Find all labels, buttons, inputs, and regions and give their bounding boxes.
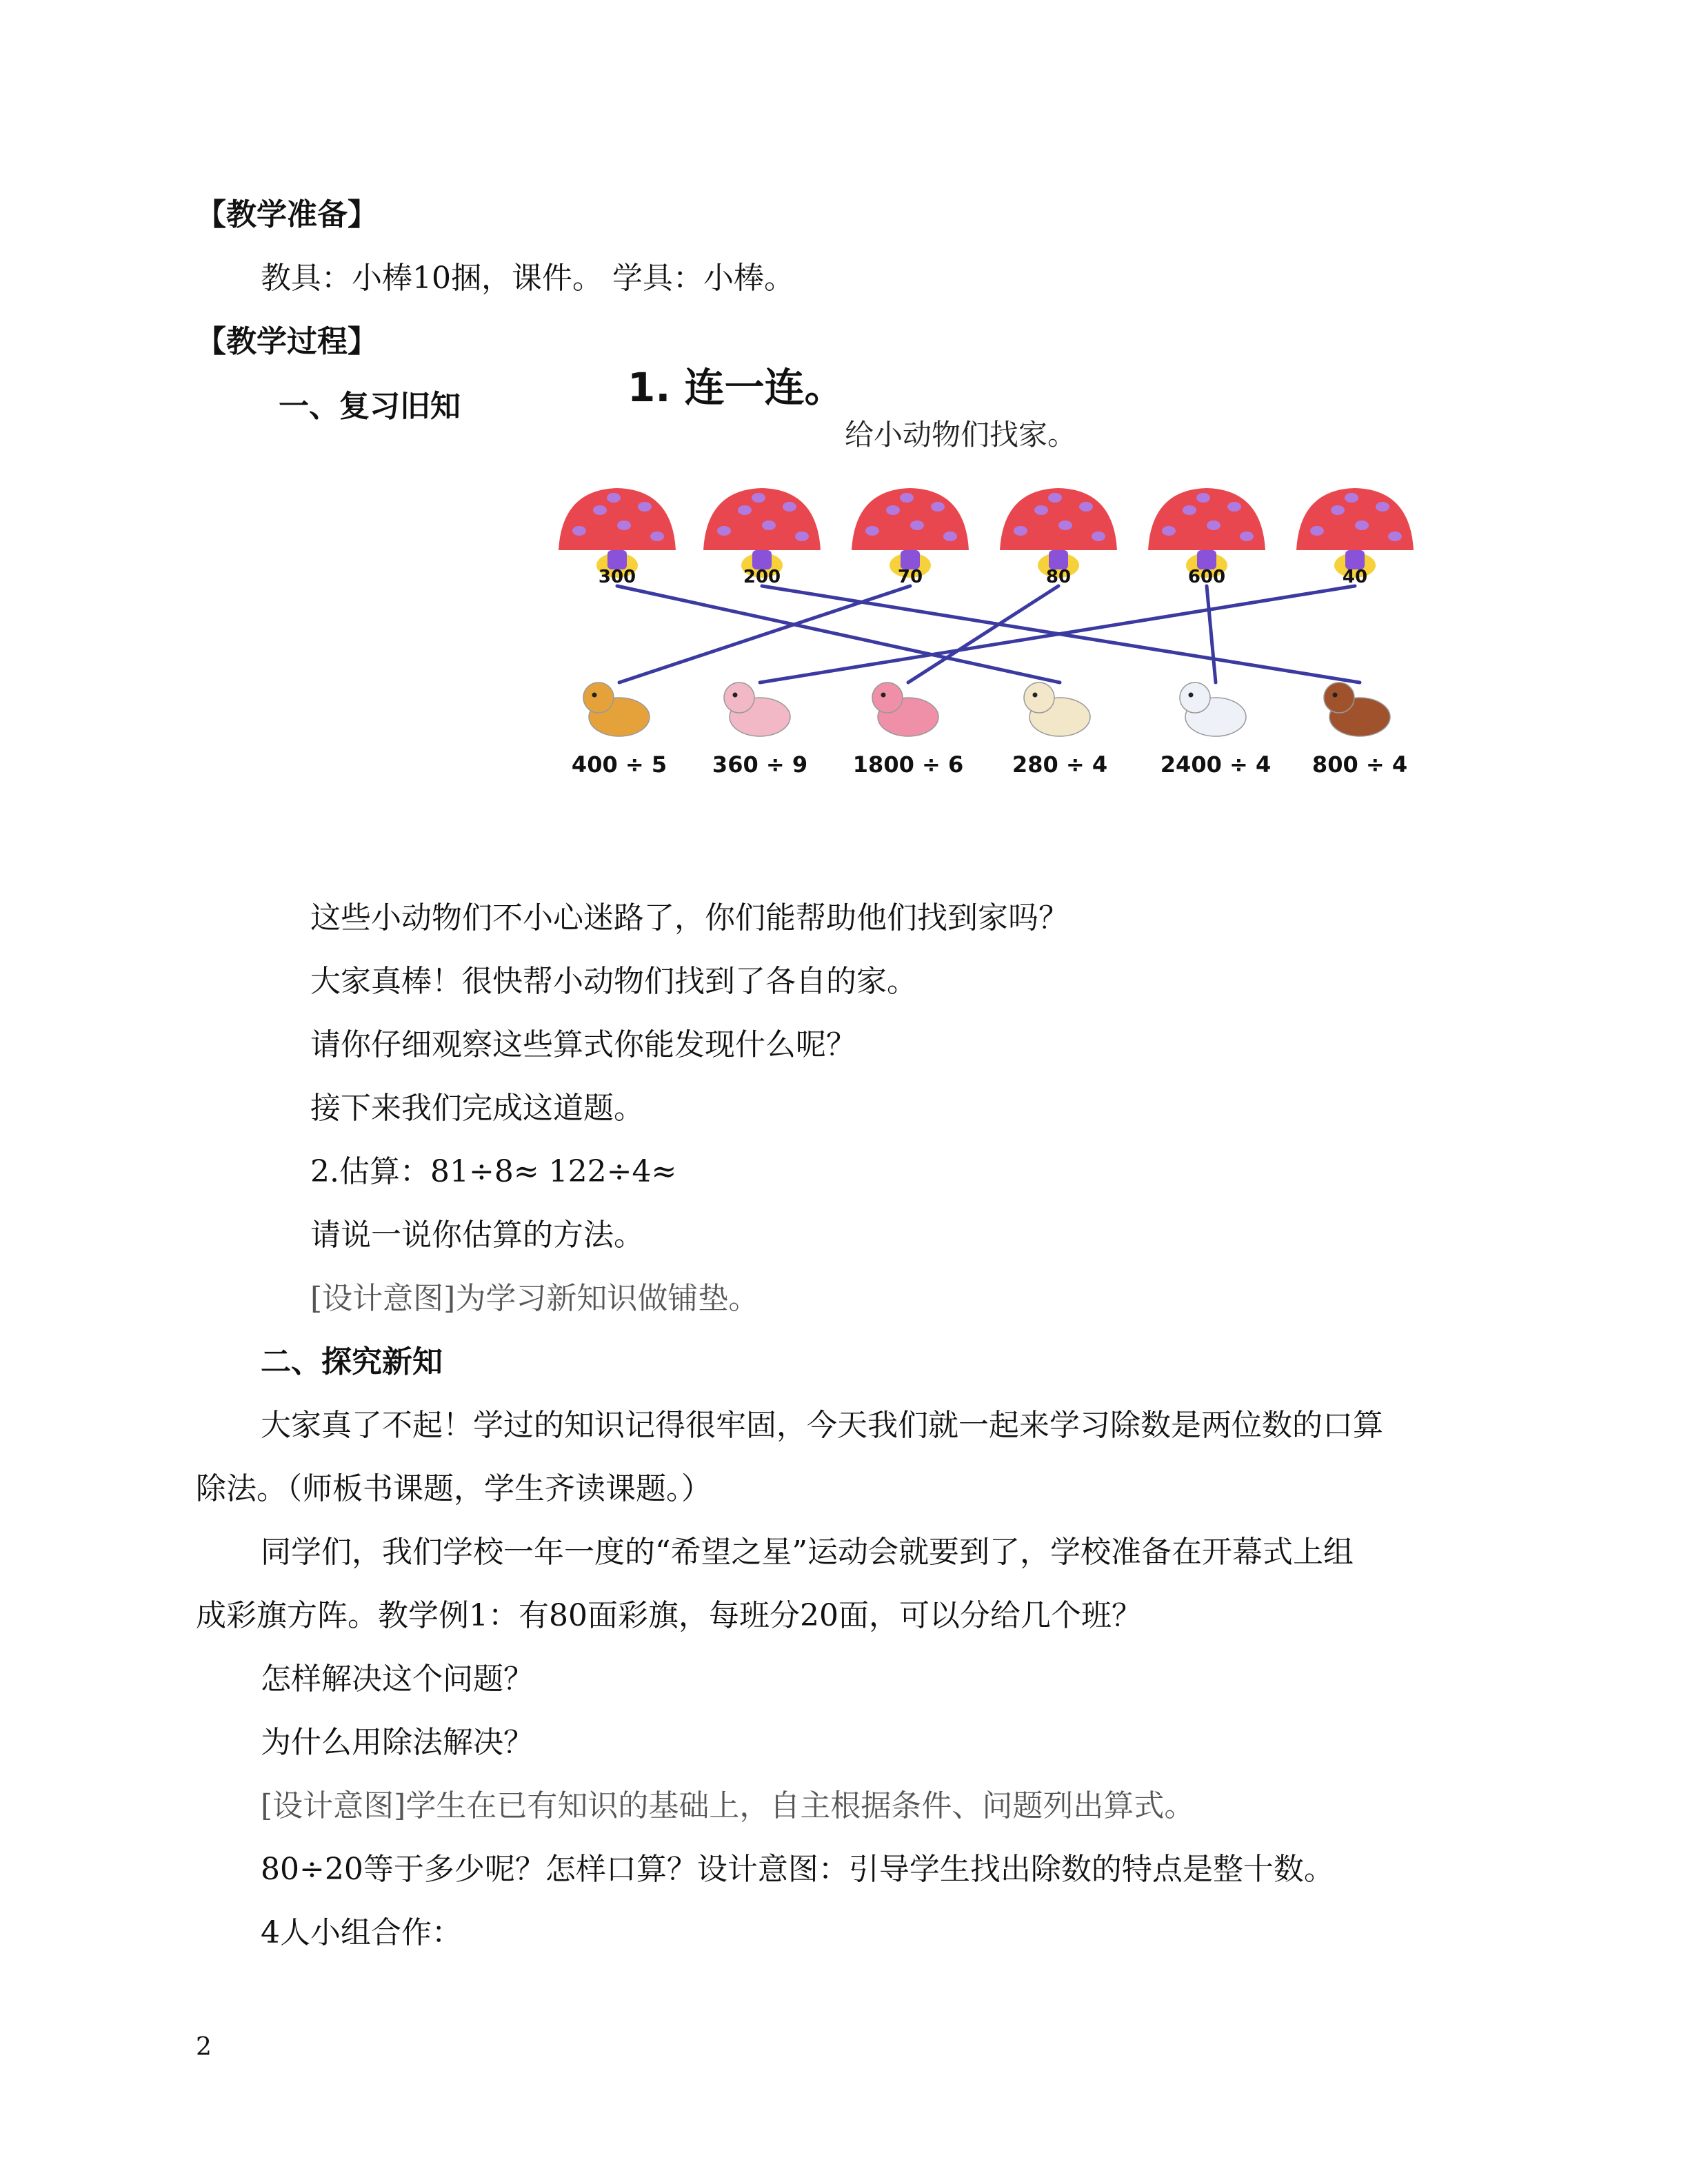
mushroom-spot xyxy=(1092,532,1105,541)
animal-expression-label: 2400 ÷ 4 xyxy=(1160,751,1272,778)
mushroom-house-4 xyxy=(1000,488,1117,587)
mushroom-spot xyxy=(717,526,731,536)
mushroom-spot xyxy=(738,505,752,515)
pig-head-icon xyxy=(872,682,903,713)
house-number-label: 600 xyxy=(1187,567,1226,587)
mushroom-spot xyxy=(572,526,586,536)
paragraph-3: 请你仔细观察这些算式你能发现什么呢？ xyxy=(310,1027,856,1062)
animal-cow xyxy=(1312,682,1407,778)
mushroom-house-1 xyxy=(559,488,676,587)
mushroom-spot xyxy=(1310,526,1324,536)
review-heading: 一、复习旧知 xyxy=(279,389,461,424)
mushroom-spot xyxy=(910,520,924,530)
mushroom-spot xyxy=(1207,520,1220,530)
connection-line-3 xyxy=(908,586,1058,682)
sheep-eye-icon xyxy=(1033,693,1038,698)
mushroom-spot xyxy=(762,520,776,530)
paragraph-14: 4人小组合作： xyxy=(261,1915,462,1950)
mushroom-spot xyxy=(783,502,796,512)
animal-pig xyxy=(853,682,963,778)
house-number-label: 200 xyxy=(743,567,781,587)
paragraph-9-line-1: 同学们，我们学校一年一度的“希望之星”运动会就要到了，学校准备在开幕式上组 xyxy=(261,1535,1354,1570)
mushroom-spot xyxy=(1162,526,1176,536)
mushroom-spot xyxy=(1331,505,1345,515)
mushroom-spot xyxy=(1240,532,1254,541)
animal-dog xyxy=(572,682,667,778)
mushroom-houses xyxy=(559,488,1414,587)
mushroom-spot xyxy=(1388,532,1402,541)
paragraph-8-line-1: 大家真了不起！学过的知识记得很牢固，今天我们就一起来学习除数是两位数的口算 xyxy=(261,1408,1383,1443)
sheep-head-icon xyxy=(1024,682,1054,713)
mushroom-spot xyxy=(1355,520,1369,530)
mushroom-spot xyxy=(943,532,957,541)
mushroom-spot xyxy=(900,493,914,503)
animal-cat xyxy=(712,682,807,778)
animal-expression-label: 400 ÷ 5 xyxy=(571,751,667,778)
animal-rabbit xyxy=(1160,682,1271,778)
mushroom-spot xyxy=(638,502,652,512)
animal-expression-label: 360 ÷ 9 xyxy=(712,751,808,778)
animal-expression-label: 800 ÷ 4 xyxy=(1312,751,1408,778)
mushroom-spot xyxy=(593,505,607,515)
mushroom-house-6 xyxy=(1296,488,1414,587)
connection-line-1 xyxy=(619,586,910,682)
paragraph-11: 为什么用除法解决？ xyxy=(261,1725,534,1760)
figure-title: 1. 连一连。 xyxy=(627,365,845,411)
animal-expression-label: 280 ÷ 4 xyxy=(1012,751,1108,778)
rabbit-eye-icon xyxy=(1189,693,1194,698)
teaching-process-heading: 【教学过程】 xyxy=(196,324,378,359)
pig-eye-icon xyxy=(881,693,886,698)
mushroom-spot xyxy=(1183,505,1196,515)
mushroom-house-2 xyxy=(703,488,821,587)
mushroom-spot xyxy=(1345,493,1358,503)
paragraph-9-line-2: 成彩旗方阵。教学例1：有80面彩旗，每班分20面，可以分给几个班？ xyxy=(196,1598,1142,1633)
mushroom-spot xyxy=(752,493,765,503)
mushroom-spot xyxy=(1058,520,1072,530)
mushroom-spot xyxy=(1196,493,1210,503)
mushroom-spot xyxy=(1048,493,1062,503)
house-number-label: 80 xyxy=(1045,567,1072,587)
cow-eye-icon xyxy=(1333,693,1338,698)
mushroom-spot xyxy=(607,493,621,503)
design-intent-2: [设计意图]学生在已有知识的基础上，自主根据条件、问题列出算式。 xyxy=(261,1788,1195,1823)
paragraph-8-line-2: 除法。（师板书课题，学生齐读课题。） xyxy=(196,1471,712,1506)
design-intent-1: [设计意图]为学习新知识做铺垫。 xyxy=(310,1281,759,1316)
figure-subtitle: 给小动物们找家。 xyxy=(845,418,1077,452)
mushroom-spot xyxy=(1227,502,1241,512)
mushroom-spot xyxy=(1376,502,1389,512)
paragraph-13: 80÷20等于多少呢？怎样口算？设计意图：引导学生找出除数的特点是整十数。 xyxy=(261,1852,1334,1887)
house-number-label: 70 xyxy=(897,567,923,587)
animal-expression-label: 1800 ÷ 6 xyxy=(852,751,964,778)
animal-sheep xyxy=(1012,682,1107,778)
mushroom-spot xyxy=(650,532,664,541)
mushroom-spot xyxy=(931,502,945,512)
mushroom-house-5 xyxy=(1148,488,1265,587)
mushroom-spot xyxy=(795,532,809,541)
dog-head-icon xyxy=(583,682,614,713)
mushroom-spot xyxy=(1014,526,1027,536)
matching-figure-svg xyxy=(552,365,1448,793)
mushroom-house-3 xyxy=(852,488,969,587)
matching-figure xyxy=(552,365,1448,793)
cow-head-icon xyxy=(1324,682,1354,713)
connection-line-5 xyxy=(1207,586,1216,682)
dog-eye-icon xyxy=(592,693,597,698)
paragraph-2: 大家真棒！很快帮小动物们找到了各自的家。 xyxy=(310,964,917,999)
mushroom-spot xyxy=(865,526,879,536)
mushroom-spot xyxy=(1079,502,1093,512)
animals xyxy=(572,682,1407,778)
paragraph-1: 这些小动物们不小心迷路了，你们能帮助他们找到家吗？ xyxy=(310,900,1069,936)
mushroom-spot xyxy=(1034,505,1048,515)
cat-head-icon xyxy=(724,682,754,713)
connection-lines xyxy=(617,586,1360,682)
paragraph-6: 请说一说你估算的方法。 xyxy=(310,1217,644,1253)
house-number-label: 40 xyxy=(1342,567,1368,587)
house-number-label: 300 xyxy=(598,567,636,587)
teaching-prep-heading: 【教学准备】 xyxy=(196,197,378,232)
paragraph-4: 接下来我们完成这道题。 xyxy=(310,1091,644,1126)
rabbit-head-icon xyxy=(1180,682,1210,713)
teaching-prep-text: 教具：小棒10捆，课件。 学具：小棒。 xyxy=(261,261,794,296)
estimate-exercise: 2.估算：81÷8≈ 122÷4≈ xyxy=(310,1154,677,1189)
explore-heading: 二、探究新知 xyxy=(261,1344,443,1379)
mushroom-spot xyxy=(886,505,900,515)
mushroom-spot xyxy=(617,520,631,530)
page-number: 2 xyxy=(196,2033,212,2061)
paragraph-10: 怎样解决这个问题？ xyxy=(261,1661,534,1697)
cat-eye-icon xyxy=(733,693,738,698)
